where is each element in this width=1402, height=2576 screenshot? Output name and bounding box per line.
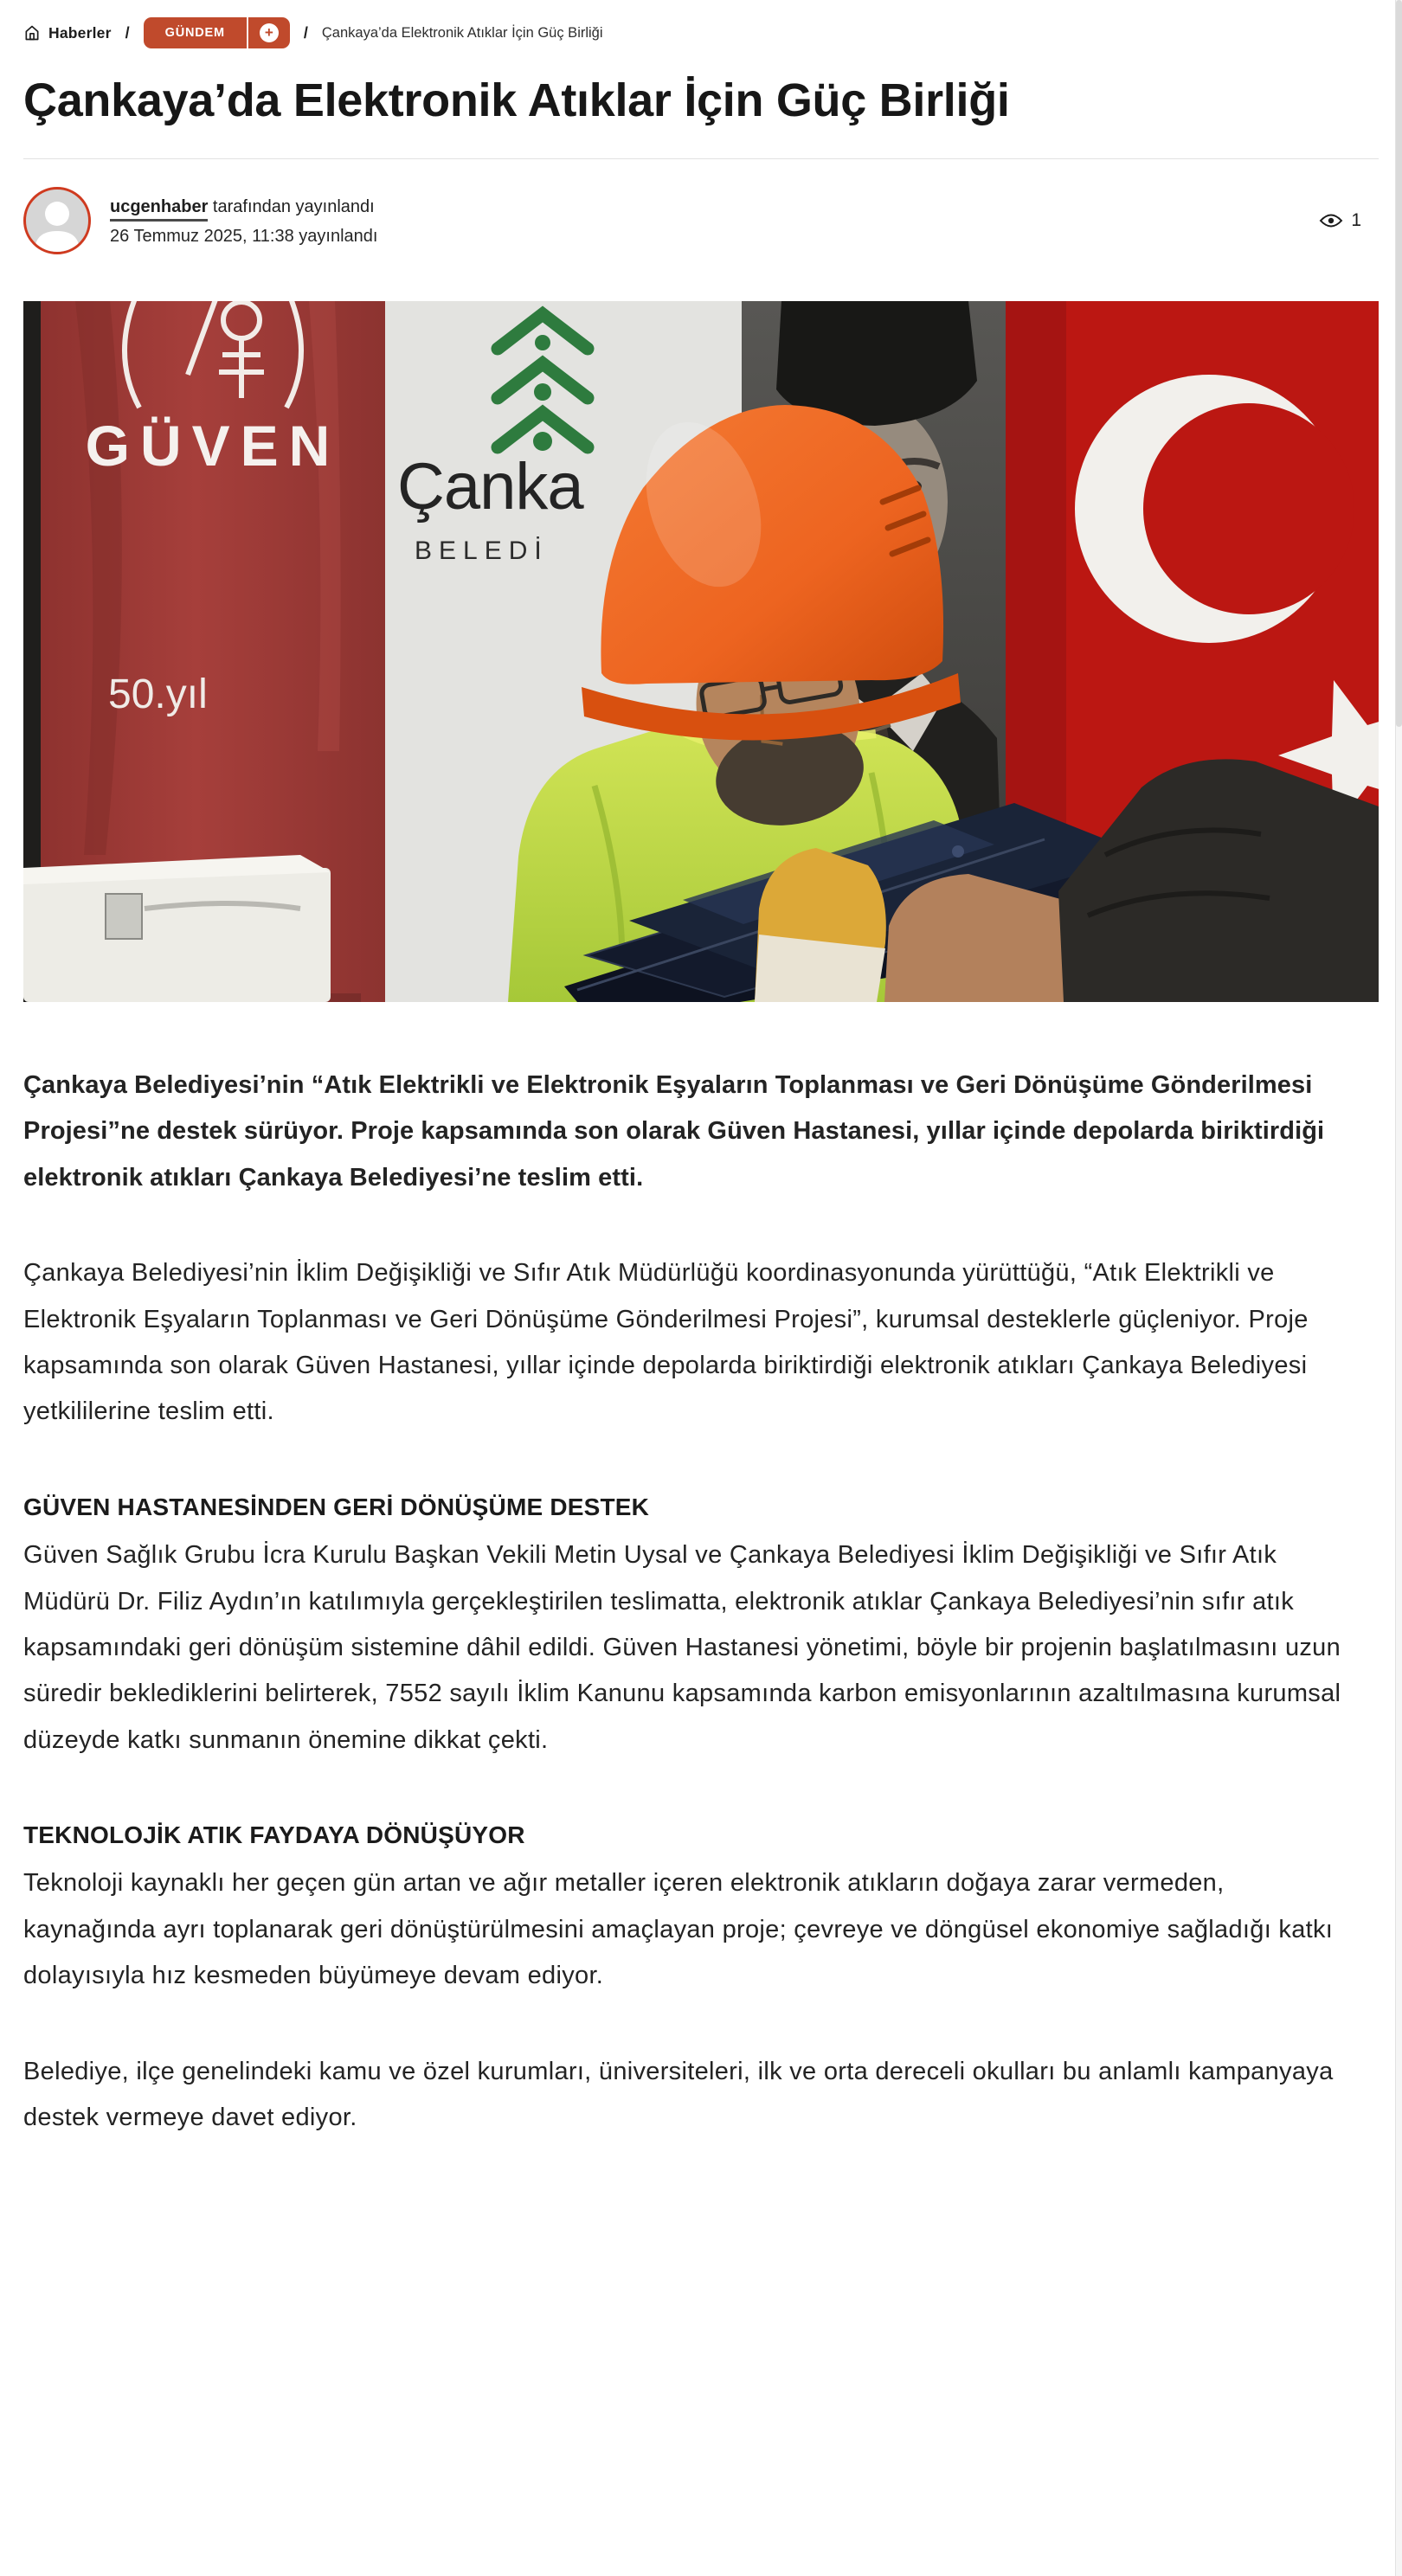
paragraph: Çankaya Belediyesi’nin İklim Değişikliği ve Sıfır Atık Müdürlüğü koordinasyonunda yürüttüğü, “Atık Elektrikli ve Elektronik Eşyaların Toplanması ve Geri Dönüşüme Gönderilmesi Projesi”, kurumsal desteklerle güçleniyor. Proje kapsamında son olarak Güven Hastanesi, yıllar içinde depolarda biriktirdiği elektronik atıkları Çankaya Belediyesi yetkililerine teslim etti.: [23, 1259, 1309, 1426]
person-icon: [26, 195, 88, 252]
breadcrumb-current: Çankaya’da Elektronik Atıklar İçin Güç Birliği: [321, 24, 603, 41]
eye-icon: [1319, 212, 1343, 229]
category-follow-button[interactable]: [247, 17, 290, 48]
paragraph: Güven Sağlık Grubu İcra Kurulu Başkan Vekili Metin Uysal ve Çankaya Belediyesi İklim Değişikliği ve Sıfır Atık Müdürü Dr. Filiz Aydın’ın katılımıyla gerçekleştirilen teslimatta, elektronik atıklar Çankaya Belediyesi’nin sıfır atık kapsamındaki geri dönüşüm sistemine dâhil edildi. Güven Hastanesi yönetimi, böyle bir projenin başlatılmasını uzun süredir beklediklerini belirterek, 7552 sayılı İklim Kanunu kapsamında karbon emisyonlarının azaltılmasına kurumsal düzeyde katkı sunmanın önemine dikkat çekti.: [23, 1541, 1341, 1754]
paragraph: Belediye, ilçe genelindeki kamu ve özel kurumları, üniversiteleri, ilk ve orta dereceli okulları bu anlamlı kampanyaya destek vermeye davet ediyor.: [23, 2057, 1334, 2131]
guven-banner-text: GÜVEN: [85, 414, 341, 479]
category-label: GÜNDEM: [164, 26, 225, 40]
article-body: [23, 1063, 1356, 2216]
breadcrumb-home-link[interactable]: [23, 24, 112, 42]
breadcrumb: [23, 0, 1379, 48]
section-heading-teknolojik: TEKNOLOJİK ATIK FAYDAYA DÖNÜŞÜYOR: [23, 1821, 525, 1848]
byline-suffix: tarafından yayınlandı: [212, 196, 375, 216]
author-meta-row: [23, 187, 1379, 254]
home-icon: [23, 24, 41, 42]
hero-image: [23, 301, 1379, 1002]
page-title: Çankaya’da Elektronik Atıklar İçin Güç Birliği: [23, 74, 1010, 126]
scrollbar-thumb[interactable]: [1396, 0, 1402, 727]
breadcrumb-category-button[interactable]: [144, 17, 290, 48]
cankaya-name-text: Çanka: [397, 450, 583, 524]
byline-block: [110, 196, 377, 247]
breadcrumb-separator: /: [303, 23, 308, 42]
cankaya-sub-text: BELEDİ: [415, 536, 549, 566]
author-block: [23, 187, 377, 254]
plus-icon: +: [260, 23, 279, 42]
byline: [110, 196, 377, 219]
view-count: 1: [1351, 210, 1361, 231]
publish-date: 26 Temmuz 2025, 11:38 yayınlandı: [110, 226, 378, 246]
divider: [23, 158, 1379, 159]
breadcrumb-separator: /: [125, 23, 130, 42]
scrollbar-track[interactable]: [1395, 0, 1402, 2576]
collection-box: [23, 855, 361, 1002]
author-link[interactable]: ucgenhaber: [110, 197, 208, 222]
guven-anniversary-text: 50.yıl: [108, 671, 208, 718]
lead-paragraph: Çankaya Belediyesi’nin “Atık Elektrikli ve Elektronik Eşyaların Toplanması ve Geri Dönüşüme Gönderilmesi Projesi”ne destek sürüyor. Proje kapsamında son olarak Güven Hastanesi, yıllar içinde depolarda biriktirdiği elektronik atıkları Çankaya Belediyesi’ne teslim etti.: [23, 1071, 1325, 1192]
section-heading-guven: GÜVEN HASTANESİNDEN GERİ DÖNÜŞÜME DESTEK: [23, 1493, 650, 1520]
avatar[interactable]: [23, 187, 91, 254]
paragraph: Teknoloji kaynaklı her geçen gün artan ve ağır metaller içeren elektronik atıkların doğaya zarar vermeden, kaynağında ayrı toplanarak geri dönüştürülmesini amaçlayan proje; çevreye ve döngüsel ekonomiye sağladığı katkı dolayısıyla hız kesmeden büyümeye devam ediyor.: [23, 1869, 1334, 1990]
view-counter: [1319, 210, 1379, 231]
breadcrumb-home-label: Haberler: [48, 23, 112, 42]
